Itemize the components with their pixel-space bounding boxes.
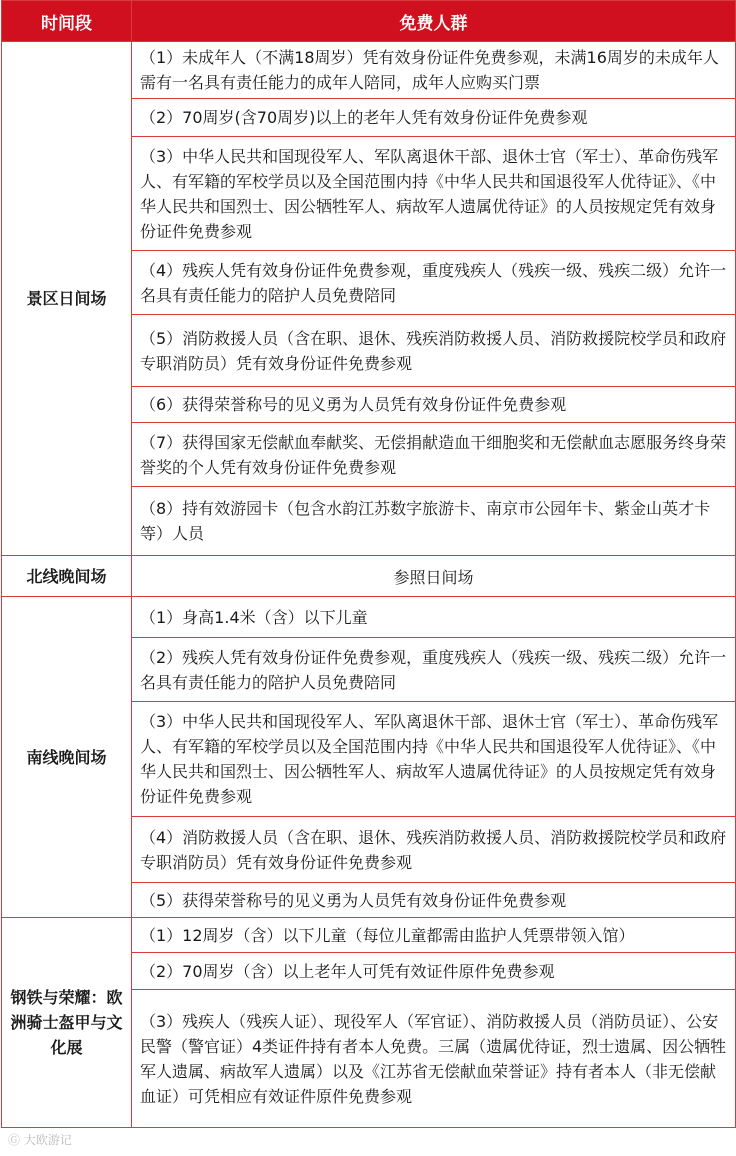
day-item-2: （2）70周岁(含70周岁)以上的老年人凭有效身份证件免费参观 (132, 99, 736, 137)
expo-item-3: （3）残疾人（残疾人证）、现役军人（军官证）、消防救援人员（消防员证）、公安民警（警官证）4类证件持有者本人免费。三属（遗属优待证，烈士遗属、因公牺牲军人遗属、病故军人遗属）以及《江苏省无偿献血荣誉证》持有者本人（非无偿献血证）可凭相应有效证件原件免费参观 (132, 990, 736, 1128)
south-item-1: （1）身高1.4米（含）以下儿童 (132, 597, 736, 638)
free-admission-table (1, 0, 736, 1128)
day-item-5: （5）消防救援人员（含在职、退休、残疾消防救援人员、消防救援院校学员和政府专职消防员）凭有效身份证件免费参观 (132, 315, 736, 387)
table-row (2, 42, 736, 99)
period-day: 景区日间场 (2, 42, 132, 556)
period-north-evening: 北线晚间场 (2, 556, 132, 597)
table-row (2, 556, 736, 597)
table-row (2, 918, 736, 953)
header-row (2, 1, 736, 42)
day-item-7: （7）获得国家无偿献血奉献奖、无偿捐献造血干细胞奖和无偿献血志愿服务终身荣誉奖的个人凭有效身份证件免费参观 (132, 423, 736, 487)
header-free-groups: 免费人群 (132, 1, 736, 42)
south-item-5: （5）获得荣誉称号的见义勇为人员凭有效身份证件免费参观 (132, 883, 736, 918)
day-item-4: （4）残疾人凭有效身份证件免费参观，重度残疾人（残疾一级、残疾二级）允许一名具有责任能力的陪护人员免费陪同 (132, 251, 736, 315)
watermark-text: 大欧游记 (23, 1133, 72, 1147)
day-item-8: （8）持有效游园卡（包含水韵江苏数字旅游卡、南京市公园年卡、紫金山英才卡等）人员 (132, 487, 736, 556)
expo-item-1: （1）12周岁（含）以下儿童（每位儿童都需由监护人凭票带领入馆） (132, 918, 736, 953)
south-item-3: （3）中华人民共和国现役军人、军队离退休干部、退休士官（军士）、革命伤残军人、有军籍的军校学员以及全国范围内持《中华人民共和国退役军人优待证》、《中华人民共和国烈士、因公牺牲军人、病故军人遗属优待证》的人员按规定凭有效身份证件免费参观 (132, 702, 736, 817)
south-item-2: （2）残疾人凭有效身份证件免费参观，重度残疾人（残疾一级、残疾二级）允许一名具有责任能力的陪护人员免费陪同 (132, 638, 736, 702)
day-item-6: （6）获得荣誉称号的见义勇为人员凭有效身份证件免费参观 (132, 387, 736, 423)
header-period: 时间段 (2, 1, 132, 42)
day-item-3: （3）中华人民共和国现役军人、军队离退休干部、退休士官（军士）、革命伤残军人、有军籍的军校学员以及全国范围内持《中华人民共和国退役军人优待证》、《中华人民共和国烈士、因公牺牲军人、病故军人遗属优待证》的人员按规定凭有效身份证件免费参观 (132, 137, 736, 251)
period-exhibition: 钢铁与荣耀：欧洲骑士盔甲与文化展 (2, 918, 132, 1128)
south-item-4: （4）消防救援人员（含在职、退休、残疾消防救援人员、消防救援院校学员和政府专职消防员）凭有效身份证件免费参观 (132, 817, 736, 883)
period-south-evening: 南线晚间场 (2, 597, 132, 918)
watermark-logo-icon: Ⓖ (8, 1133, 21, 1147)
expo-item-2: （2）70周岁（含）以上老年人可凭有效证件原件免费参观 (132, 953, 736, 990)
north-evening-note: 参照日间场 (132, 556, 736, 597)
watermark (8, 1131, 72, 1148)
table-row (2, 597, 736, 638)
day-item-1: （1）未成年人（不满18周岁）凭有效身份证件免费参观，未满16周岁的未成年人需有一名具有责任能力的成年人陪同，成年人应购买门票 (132, 42, 736, 99)
